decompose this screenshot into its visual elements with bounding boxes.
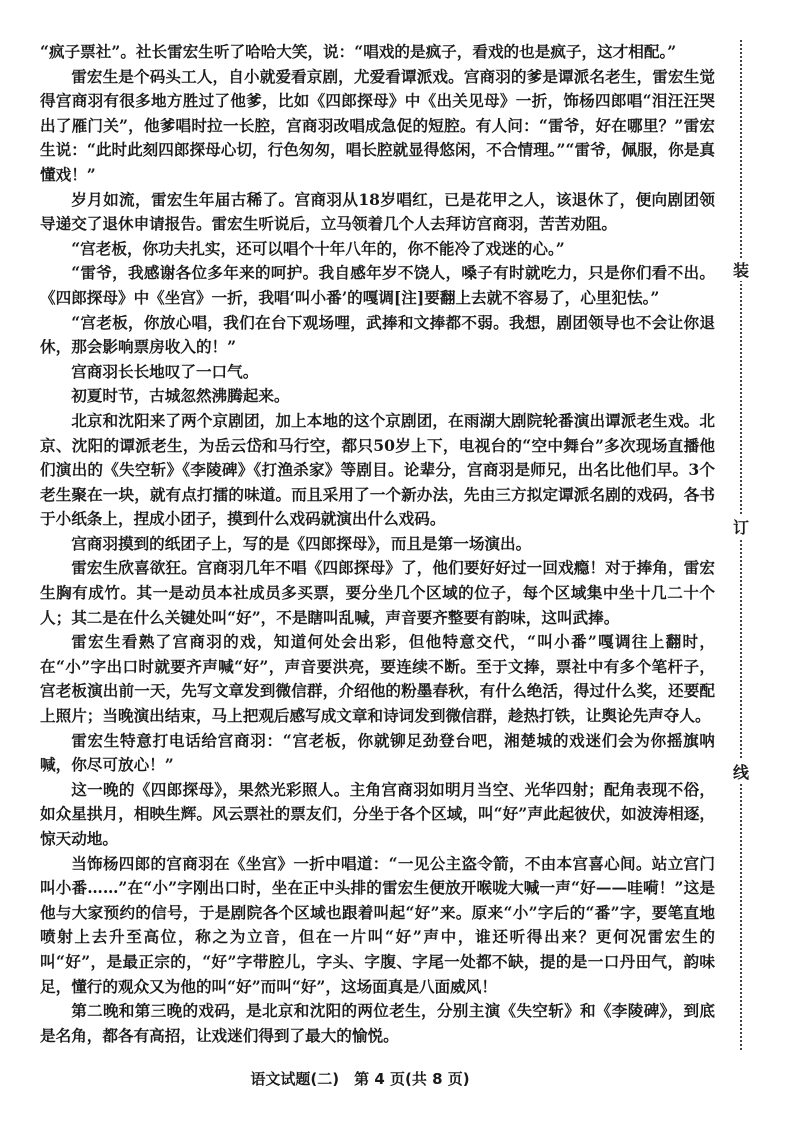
paragraph: “疯子票社”。社长雷宏生听了哈哈大笑，说：“唱戏的是疯子，看戏的也是疯子，这才相配。” — [40, 42, 677, 61]
paragraph: 岁月如流，雷宏生年届古稀了。宫商羽从18岁唱红，已是花甲之人，该退休了，便向剧团领导递交了退休申请报告。雷宏生听说后，立马领着几个人去拜访宫商羽，苦苦劝阻。 — [40, 189, 715, 234]
paragraph: 当饰杨四郎的宫商羽在《坐宫》一折中唱道：“一见公主盗令箭，不由本宫喜心间。站立宫门叫小番……”在“小”字刚出口时，坐在正中头排的雷宏生便放开喉咙大喊一声“好——哇嗬！”这是他与大家预约的信号，于是剧院各个区域也跟着叫起“好”来。原来“小”字后的“番”字，要笔直地喷射上去升至高位，称之为立音，但在一片叫“好”声中，谁还听得出来？更何况雷宏生的叫“好”，是最正宗的，“好”字带腔儿，字头、字腹、字尾一处都不缺，提的是一口丹田气，韵味足，懂行的观众又为他的叫“好”而叫“好”，这场面真是八面威风！ — [40, 853, 715, 996]
paragraph: 宫商羽摸到的纸团子上，写的是《四郎探母》，而且是第一场演出。 — [71, 533, 532, 553]
binding-mark-zhuang: 装 — [731, 258, 751, 281]
paragraph: 雷宏生特意打电话给宫商羽：“宫老板，你就铆足劲登台吧，湘楚城的戏迷们会为你摇旗呐喊，你尽可放心！” — [40, 730, 715, 775]
paragraph: 宫商羽长长地叹了一口气。 — [71, 361, 259, 381]
paragraph: 第二晚和第三晚的戏码，是北京和沈阳的两位老生，分别主演《失空斩》和《李陵碑》，到底是名角，都各有高招，让戏迷们得到了最大的愉悦。 — [40, 1001, 715, 1045]
paragraph: 雷宏生是个码头工人，自小就爱看京剧，尤爱看谭派戏。宫商羽的爹是谭派名老生，雷宏生觉得宫商羽有很多地方胜过了他爹，比如《四郎探母》中《出关见母》一折，饰杨四郎唱“泪汪汪哭出了雁门关”，他爹唱时拉一长腔，宫商羽改唱成急促的短腔。有人问：“雷爷，好在哪里？”雷宏生说：“此时此刻四郎探母心切，行色匆匆，唱长腔就显得悠闲，不合情理。”“雷爷，佩服，你是真懂戏！” — [40, 66, 715, 184]
paragraph: “雷爷，我感谢各位多年来的呵护。我自感年岁不饶人，嗓子有时就吃力，只是你们看不出。《四郎探母》中《坐宫》一折，我唱‘叫小番’的嘎调[注]要翻上去就不容易了，心里犯怯。” — [40, 263, 715, 307]
binding-mark-xian: 线 — [731, 760, 751, 783]
page-footer: 语文试题(二) 第 4 页(共 8 页) — [250, 1070, 470, 1088]
paragraph: “宫老板，你放心唱，我们在台下观场哩，武捧和文捧都不弱。我想，剧团领导也不会让你退休，那会影响票房收入的！” — [40, 312, 715, 357]
paragraph: 北京和沈阳来了两个京剧团，加上本地的这个京剧团，在雨湖大剧院轮番演出谭派老生戏。北京、沈阳的谭派老生，为岳云岱和马行空，都只50岁上下，电视台的“空中舞台”多次现场直播他们演出的《失空斩》《李陵碑》《打渔杀家》等剧目。论辈分，宫商羽是师兄，出名比他们早。3个老生聚在一块，就有点打擂的味道。而且采用了一个新办法，先由三方拟定谭派名剧的戏码，各书于小纸条上，捏成小团子，摸到什么戏码就演出什么戏码。 — [40, 410, 715, 529]
article-body — [40, 40, 715, 1048]
paragraph: 这一晚的《四郎探母》，果然光彩照人。主角宫商羽如明月当空、光华四射；配角表现不俗，如众星拱月，相映生辉。风云票社的票友们，分坐于各个区域，叫“好”声此起彼伏，如波涛相逐，惊天动地。 — [40, 779, 715, 848]
paragraph: “宫老板，你功夫扎实，还可以唱个十年八年的，你不能冷了戏迷的心。” — [71, 238, 565, 258]
binding-dotted-line — [740, 40, 742, 1050]
paragraph: 雷宏生看熟了宫商羽的戏，知道何处会出彩，但他特意交代，“叫小番”嘎调往上翻时，在“小”字出口时就要齐声喊“好”，声音要洪亮，要连续不断。至于文捧，票社中有多个笔杆子，宫老板演出前一天，先写文章发到微信群，介绍他的粉墨春秋，有什么绝活，得过什么奖，还要配上照片；当晚演出结束，马上把观后感写成文章和诗词发到微信群，趁热打铁，让舆论先声夺人。 — [40, 632, 715, 726]
paragraph: 初夏时节，古城忽然沸腾起来。 — [71, 386, 290, 406]
paragraph: 雷宏生欣喜欲狂。宫商羽几年不唱《四郎探母》了，他们要好好过一回戏瘾！对于捧角，雷宏生胸有成竹。其一是动员本社成员多买票，要分坐几个区域的位子，每个区域集中坐十几二十个人；其二是在什么关键处叫“好”，不是瞎叫乱喊，声音要齐整要有韵味，这叫武捧。 — [40, 558, 715, 627]
binding-mark-ding: 订 — [731, 515, 751, 538]
